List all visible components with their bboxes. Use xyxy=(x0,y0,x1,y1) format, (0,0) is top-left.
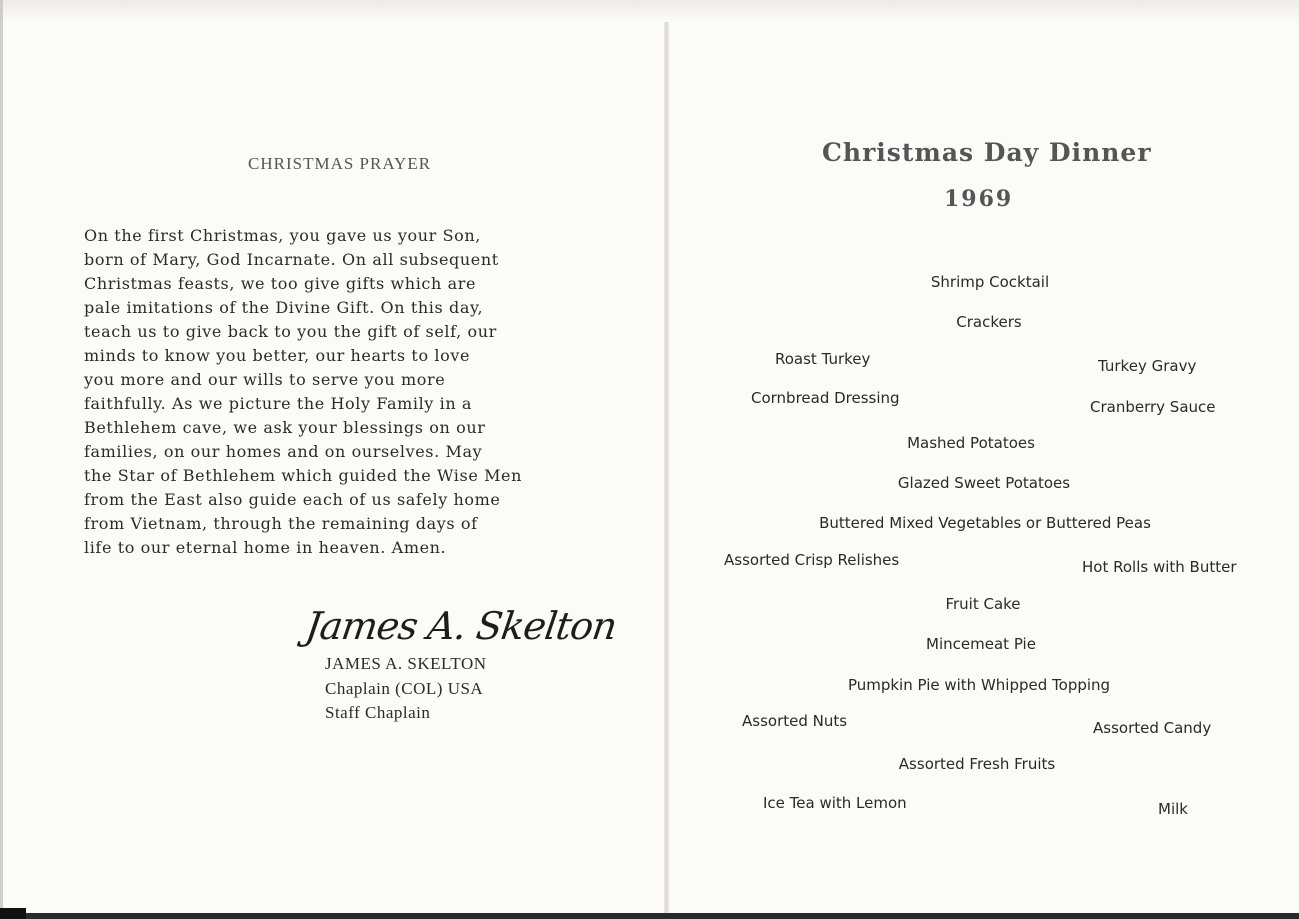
prayer-line: you more and our wills to serve you more xyxy=(84,370,446,389)
signatory-rank: Chaplain (COL) USA xyxy=(325,679,484,698)
menu-item-vegetables: Buttered Mixed Vegetables or Buttered Peas xyxy=(819,514,1151,532)
prayer-line: Christmas feasts, we too give gifts which are xyxy=(84,274,477,293)
signatory-name: JAMES A. SKELTON xyxy=(325,654,487,673)
menu-item-milk: Milk xyxy=(1158,800,1188,818)
prayer-line: Bethlehem cave, we ask your blessings on our xyxy=(84,418,486,437)
menu-item-turkey-gravy: Turkey Gravy xyxy=(1098,357,1197,375)
scan-bottom-edge xyxy=(0,913,1299,919)
card-fold xyxy=(664,22,669,919)
menu-item-mincemeat-pie: Mincemeat Pie xyxy=(926,635,1036,653)
prayer-line: On the first Christmas, you gave us your Son, xyxy=(84,226,481,245)
menu-item-crackers: Crackers xyxy=(956,313,1022,331)
prayer-line: from Vietnam, through the remaining days of xyxy=(84,514,478,533)
menu-item-relishes: Assorted Crisp Relishes xyxy=(724,551,900,569)
menu-item-cornbread-dressing: Cornbread Dressing xyxy=(751,389,900,407)
prayer-line: born of Mary, God Incarnate. On all subsequent xyxy=(84,250,499,269)
prayer-title: CHRISTMAS PRAYER xyxy=(248,154,432,173)
prayer-line: life to our eternal home in heaven. Amen. xyxy=(84,538,447,557)
prayer-line: families, on our homes and on ourselves. May xyxy=(84,442,483,461)
menu-item-cranberry-sauce: Cranberry Sauce xyxy=(1090,398,1216,416)
menu-item-nuts: Assorted Nuts xyxy=(742,712,848,730)
prayer-line: pale imitations of the Divine Gift. On this day, xyxy=(84,298,484,317)
menu-item-hot-rolls: Hot Rolls with Butter xyxy=(1082,558,1237,576)
prayer-line: the Star of Bethlehem which guided the Wise Men xyxy=(84,466,523,485)
prayer-line: from the East also guide each of us safely home xyxy=(84,490,501,509)
menu-item-shrimp-cocktail: Shrimp Cocktail xyxy=(930,273,1050,291)
paper-top-edge xyxy=(0,0,1299,22)
signatory-role: Staff Chaplain xyxy=(325,703,431,722)
prayer-line: faithfully. As we picture the Holy Family in a xyxy=(84,394,473,413)
menu-year: 1969 xyxy=(944,186,1014,212)
menu-item-candy: Assorted Candy xyxy=(1093,719,1212,737)
prayer-line: minds to know you better, our hearts to love xyxy=(84,346,471,365)
menu-item-roast-turkey: Roast Turkey xyxy=(775,350,871,368)
menu-item-pumpkin-pie: Pumpkin Pie with Whipped Topping xyxy=(847,676,1111,694)
menu-item-fruit-cake: Fruit Cake xyxy=(945,595,1021,613)
menu-item-mashed-potatoes: Mashed Potatoes xyxy=(907,434,1035,452)
menu-item-fresh-fruits: Assorted Fresh Fruits xyxy=(898,755,1056,773)
prayer-line: teach us to give back to you the gift of self, our xyxy=(84,322,497,341)
paper-left-edge xyxy=(0,0,3,919)
scan-corner-mark xyxy=(0,908,26,919)
menu-title: Christmas Day Dinner xyxy=(822,138,1152,167)
handwritten-signature: James A. Skelton xyxy=(302,604,620,648)
menu-item-glazed-sweet-potatoes: Glazed Sweet Potatoes xyxy=(897,474,1071,492)
menu-item-ice-tea: Ice Tea with Lemon xyxy=(763,794,907,812)
